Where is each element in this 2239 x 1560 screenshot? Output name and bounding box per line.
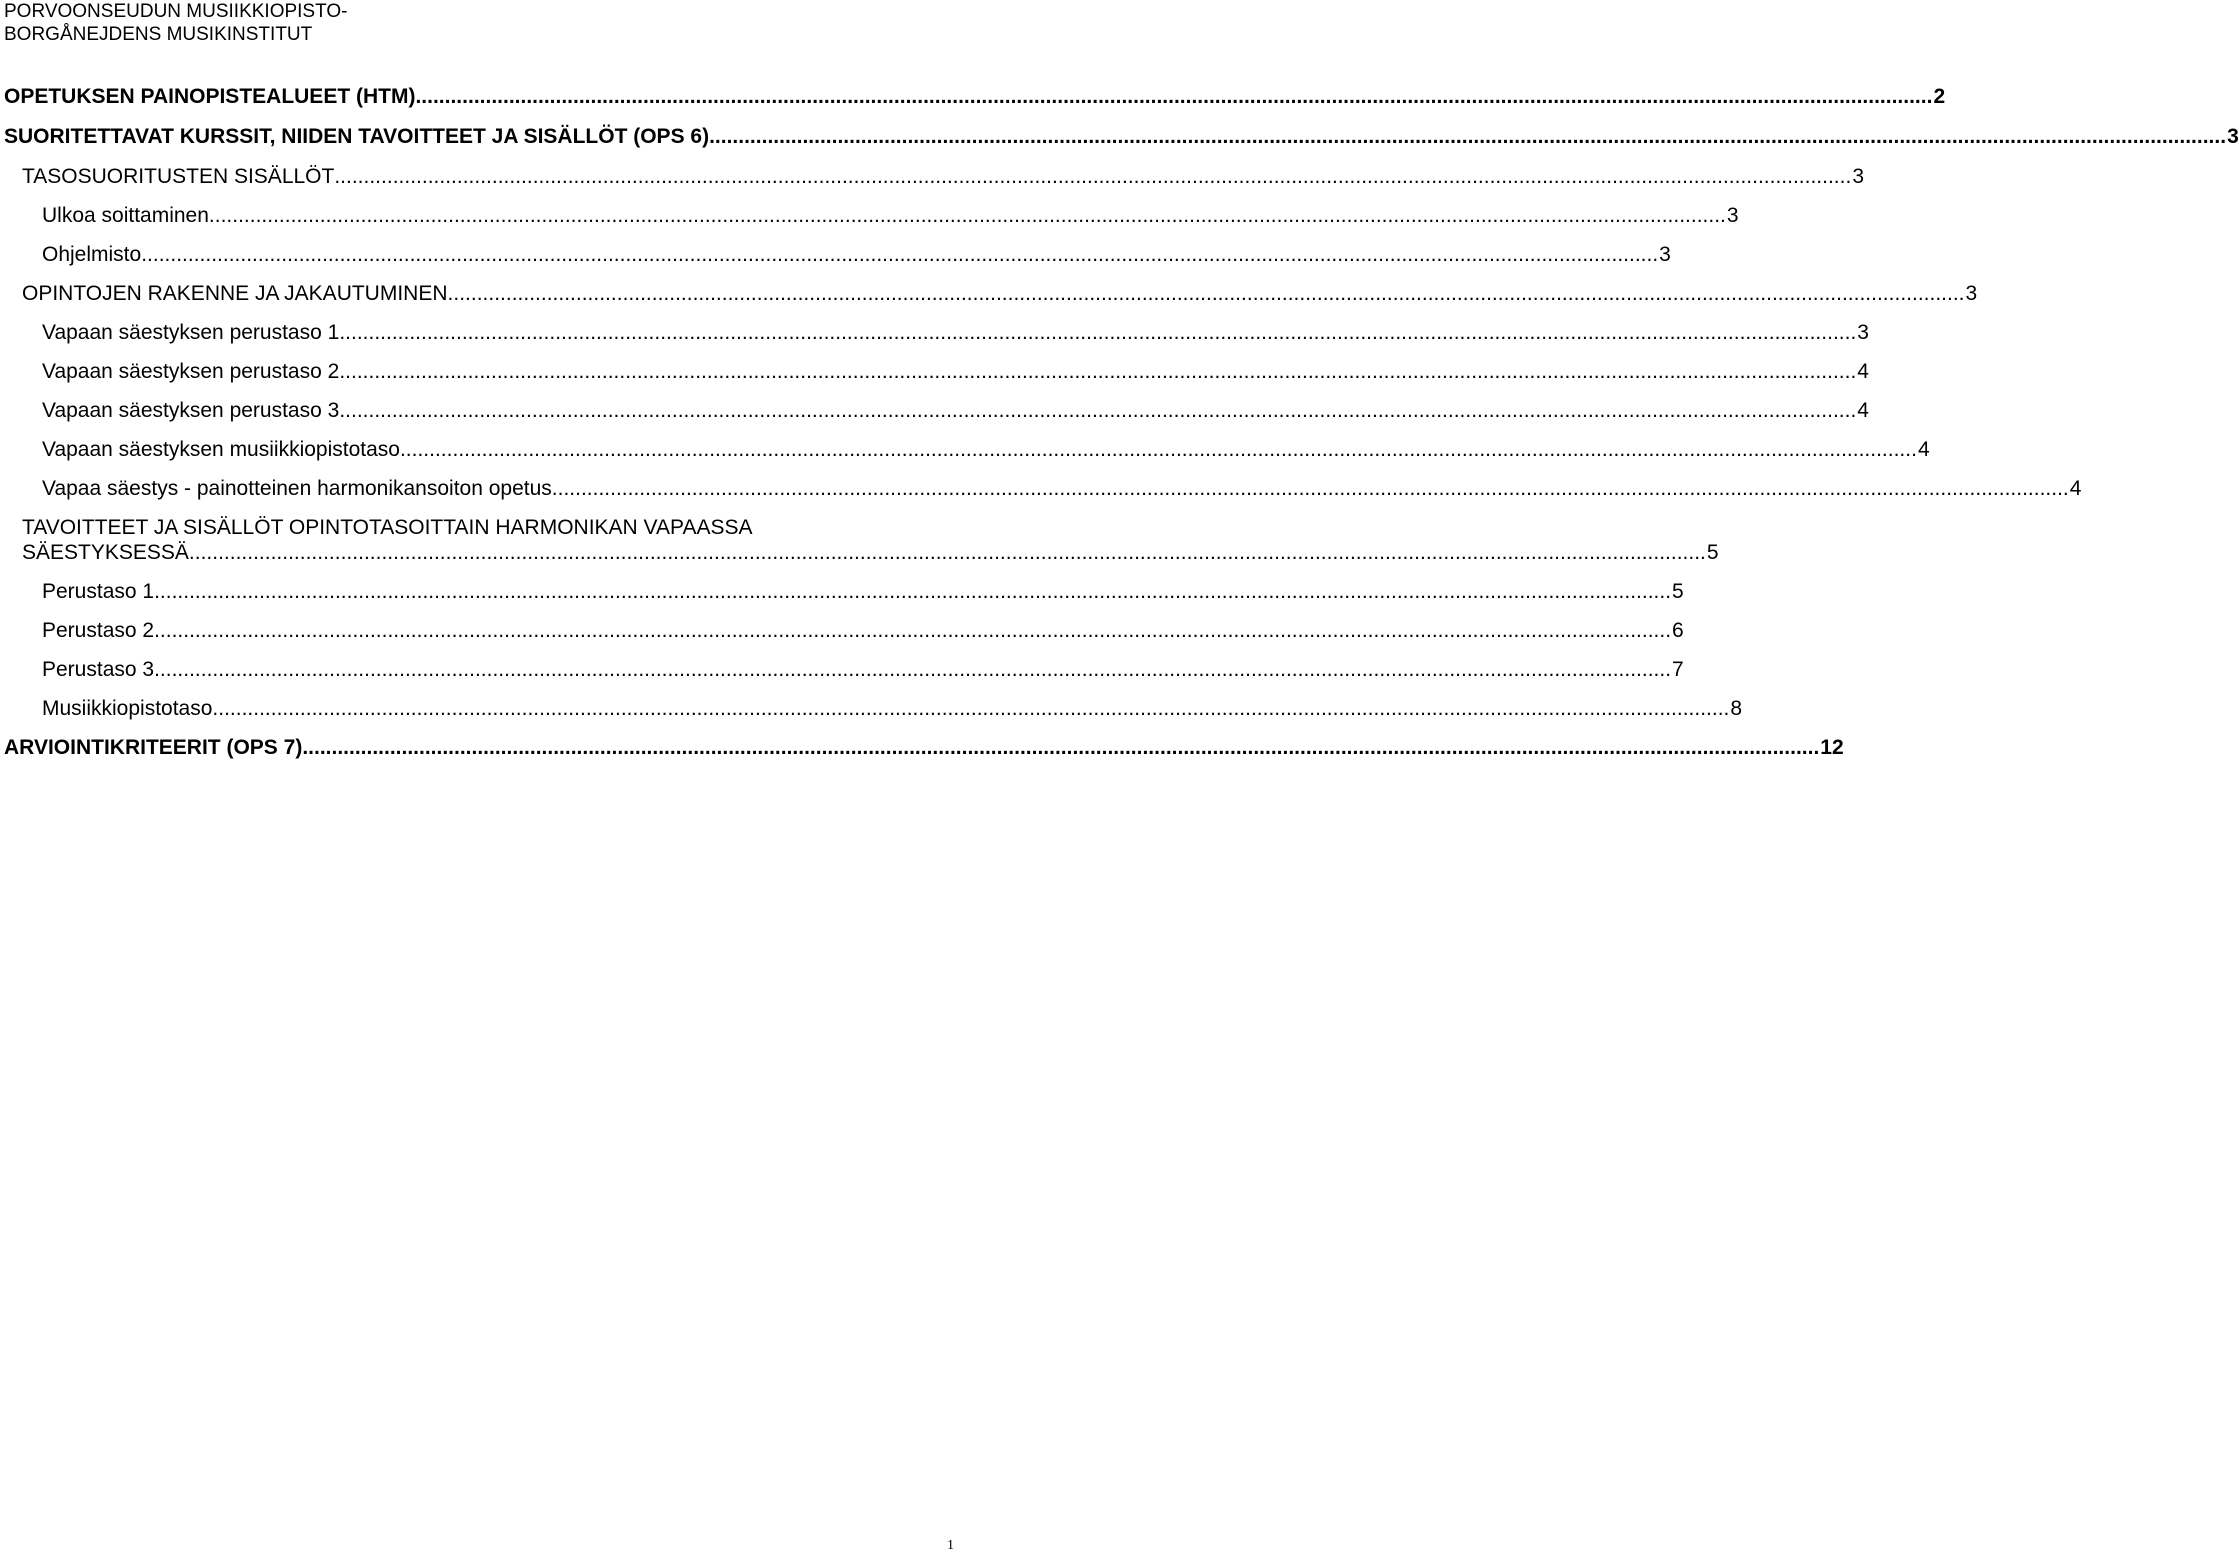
table-of-contents bbox=[4, 84, 2239, 760]
toc-entry-perustaso-3[interactable] bbox=[4, 657, 1684, 682]
toc-entry-perustaso-1-vs[interactable] bbox=[4, 320, 1869, 345]
toc-leader bbox=[709, 124, 2226, 149]
toc-entry-page: 3 bbox=[1857, 321, 1869, 344]
toc-entry-title-line-1: TAVOITTEET JA SISÄLLÖT OPINTOTASOITTAIN HARMONIKAN VAPAASSA bbox=[22, 516, 753, 539]
toc-leader bbox=[154, 618, 1671, 643]
toc-leader bbox=[415, 84, 1932, 109]
toc-entry-tasosuoritusten-sisallot[interactable] bbox=[4, 164, 1864, 189]
toc-entry-page: 4 bbox=[2069, 477, 2082, 500]
toc-entry-page: 4 bbox=[1857, 399, 1869, 422]
toc-leader bbox=[189, 540, 1706, 565]
toc-entry-title: OPETUKSEN PAINOPISTEALUEET (HTM) bbox=[4, 85, 416, 108]
toc-entry-title: Vapaa säestys - painotteinen harmonikansoiton opetus bbox=[42, 477, 552, 500]
toc-entry-perustaso-3-vs[interactable] bbox=[4, 398, 1869, 423]
toc-leader bbox=[154, 579, 1671, 604]
toc-entry-title: ARVIOINTIKRITEERIT (OPS 7) bbox=[4, 736, 303, 759]
toc-entry-page: 4 bbox=[1917, 438, 1930, 461]
toc-entry-title: Perustaso 2 bbox=[42, 619, 155, 642]
toc-entry-opetuksen-painopistealueet[interactable] bbox=[4, 84, 1946, 109]
toc-entry-title: Musiikkiopistotaso bbox=[42, 697, 213, 720]
toc-leader bbox=[339, 320, 1856, 345]
toc-leader bbox=[334, 164, 1851, 189]
toc-entry-vapaa-saestys-painotteinen[interactable] bbox=[4, 476, 2082, 501]
toc-entry-arviointikriteerit[interactable] bbox=[4, 735, 1844, 760]
toc-entry-title: Vapaan säestyksen perustaso 3 bbox=[42, 399, 340, 422]
toc-entry-title: OPINTOJEN RAKENNE JA JAKAUTUMINEN bbox=[22, 282, 448, 305]
toc-entry-title: SUORITETTAVAT KURSSIT, NIIDEN TAVOITTEET JA SISÄLLÖT (OPS 6) bbox=[4, 125, 710, 148]
toc-entry-title: Perustaso 1 bbox=[42, 580, 155, 603]
toc-entry-ulkoa-soittaminen[interactable] bbox=[4, 203, 1739, 228]
toc-entry-page: 3 bbox=[1965, 282, 1978, 305]
toc-entry-title: SÄESTYKSESSÄ bbox=[22, 541, 189, 564]
toc-entry-title: Ohjelmisto bbox=[42, 243, 142, 266]
toc-entry-musiikkiopistotaso-vs[interactable] bbox=[4, 437, 1930, 462]
toc-entry-page: 8 bbox=[1730, 697, 1743, 720]
toc-entry-page: 3 bbox=[1659, 243, 1671, 266]
toc-leader bbox=[552, 476, 2069, 501]
toc-leader bbox=[448, 281, 1965, 306]
toc-entry-title: TASOSUORITUSTEN SISÄLLÖT bbox=[22, 165, 335, 188]
toc-leader bbox=[302, 735, 1819, 760]
toc-entry-page: 7 bbox=[1672, 658, 1684, 681]
toc-entry-page: 4 bbox=[1857, 360, 1869, 383]
toc-entry-opintojen-rakenne[interactable] bbox=[4, 281, 1978, 306]
toc-entry-page: 6 bbox=[1672, 619, 1684, 642]
toc-entry-perustaso-2-vs[interactable] bbox=[4, 359, 1869, 384]
toc-leader bbox=[141, 242, 1658, 267]
toc-entry-page: 3 bbox=[1852, 165, 1864, 188]
toc-entry-ohjelmisto[interactable] bbox=[4, 242, 1671, 267]
toc-entry-page: 2 bbox=[1933, 85, 1946, 108]
toc-entry-title: Vapaan säestyksen perustaso 1 bbox=[42, 321, 340, 344]
toc-leader bbox=[339, 359, 1856, 384]
toc-entry-musiikkiopistotaso[interactable] bbox=[4, 696, 1743, 721]
toc-entry-perustaso-1[interactable] bbox=[4, 579, 1684, 604]
toc-leader bbox=[209, 203, 1726, 228]
toc-entry-title: Vapaan säestyksen perustaso 2 bbox=[42, 360, 340, 383]
toc-entry-page: 5 bbox=[1672, 580, 1684, 603]
toc-entry-page: 3 bbox=[2227, 125, 2239, 148]
page-number: 1 bbox=[947, 1538, 954, 1553]
toc-entry-page: 3 bbox=[1726, 204, 1739, 227]
toc-entry-page: 5 bbox=[1706, 541, 1719, 564]
header-line-1: PORVOONSEUDUN MUSIIKKIOPISTO- bbox=[4, 1, 348, 22]
toc-leader bbox=[339, 398, 1856, 423]
document-header bbox=[4, 0, 347, 46]
toc-entry-page: 12 bbox=[1820, 736, 1844, 759]
header-line-2: BORGÅNEJDENS MUSIKINSTITUT bbox=[4, 24, 313, 45]
toc-entry-title: Ulkoa soittaminen bbox=[42, 204, 209, 227]
toc-entry-tavoitteet-ja-sisallot[interactable] bbox=[4, 515, 1719, 565]
toc-entry-title: Perustaso 3 bbox=[42, 658, 155, 681]
toc-leader bbox=[212, 696, 1729, 721]
toc-entry-suoritettavat-kurssit[interactable] bbox=[4, 124, 2239, 149]
toc-leader bbox=[400, 437, 1917, 462]
toc-entry-title: Vapaan säestyksen musiikkiopistotaso bbox=[42, 438, 400, 461]
toc-leader bbox=[154, 657, 1671, 682]
toc-entry-perustaso-2[interactable] bbox=[4, 618, 1684, 643]
